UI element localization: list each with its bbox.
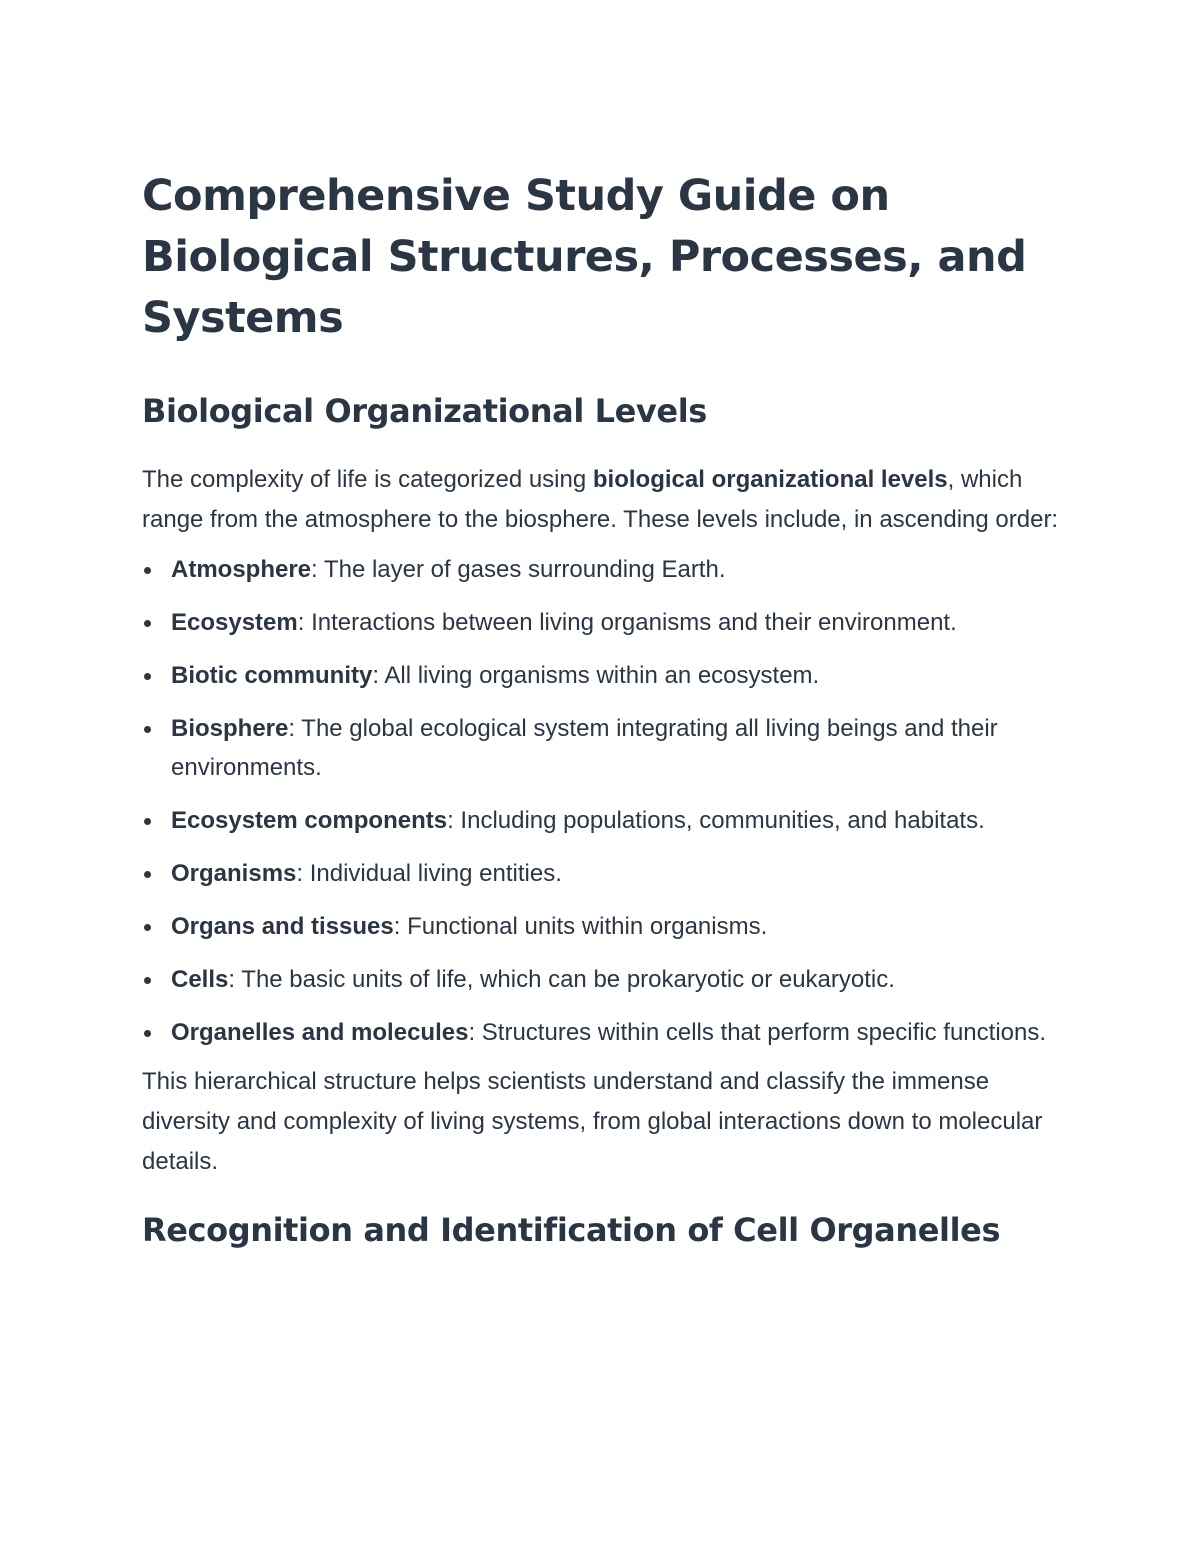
- bullet-icon: [144, 1030, 151, 1037]
- list-item: [142, 709, 1062, 787]
- section-heading-organizational-levels: Biological Organizational Levels: [142, 392, 707, 430]
- bullet-icon: [144, 726, 151, 733]
- list-item-term: Organelles and molecules: [171, 1019, 469, 1046]
- bullet-icon: [144, 620, 151, 627]
- intro-text-start: The complexity of life is categorized using: [142, 466, 593, 493]
- bullet-icon: [144, 924, 151, 931]
- list-item-term: Biosphere: [171, 715, 289, 742]
- list-item-term: Cells: [171, 966, 229, 993]
- list-item: [142, 801, 1062, 840]
- intro-text-end: , which range from the atmosphere to the biosphere. These levels include, in ascending order:: [142, 466, 1059, 533]
- list-item-description: : Including populations, communities, and habitats.: [447, 807, 985, 834]
- bullet-icon: [144, 818, 151, 825]
- intro-paragraph: [142, 460, 1062, 540]
- list-item: [142, 656, 1062, 695]
- intro-bold-term: biological organizational levels: [592, 466, 948, 493]
- bullet-icon: [144, 567, 151, 574]
- document-page: [142, 166, 1062, 1250]
- list-item-term: Biotic community: [171, 662, 373, 689]
- list-item-description: : The basic units of life, which can be prokaryotic or eukaryotic.: [228, 966, 895, 993]
- list-item: [142, 603, 1062, 642]
- list-item: [142, 550, 1062, 589]
- list-item: [142, 1013, 1062, 1052]
- list-item-description: : The global ecological system integrating all living beings and their environments.: [171, 715, 998, 781]
- list-item: [142, 907, 1062, 946]
- list-item-description: : Structures within cells that perform specific functions.: [468, 1019, 1047, 1046]
- list-item-term: Ecosystem components: [171, 807, 448, 834]
- list-item-term: Ecosystem: [171, 609, 298, 636]
- list-item-description: : Interactions between living organisms and their environment.: [297, 609, 957, 636]
- organizational-levels-list: [142, 550, 1062, 1052]
- list-item-description: : The layer of gases surrounding Earth.: [311, 556, 726, 583]
- closing-paragraph: This hierarchical structure helps scientists understand and classify the immense diversity and complexity of living systems, from global interactions down to molecular details.: [142, 1068, 1043, 1175]
- page-title: Comprehensive Study Guide on Biological Structures, Processes, and Systems: [142, 171, 1027, 343]
- list-item: [142, 960, 1062, 999]
- section-heading-cell-organelles: Recognition and Identification of Cell Organelles: [142, 1211, 1001, 1249]
- bullet-icon: [144, 871, 151, 878]
- bullet-icon: [144, 977, 151, 984]
- list-item-description: : Functional units within organisms.: [393, 913, 768, 940]
- list-item-term: Organisms: [171, 860, 297, 887]
- list-item: [142, 854, 1062, 893]
- list-item-term: Organs and tissues: [171, 913, 394, 940]
- list-item-term: Atmosphere: [171, 556, 312, 583]
- bullet-icon: [144, 673, 151, 680]
- list-item-description: : All living organisms within an ecosystem.: [372, 662, 820, 689]
- list-item-description: : Individual living entities.: [296, 860, 562, 887]
